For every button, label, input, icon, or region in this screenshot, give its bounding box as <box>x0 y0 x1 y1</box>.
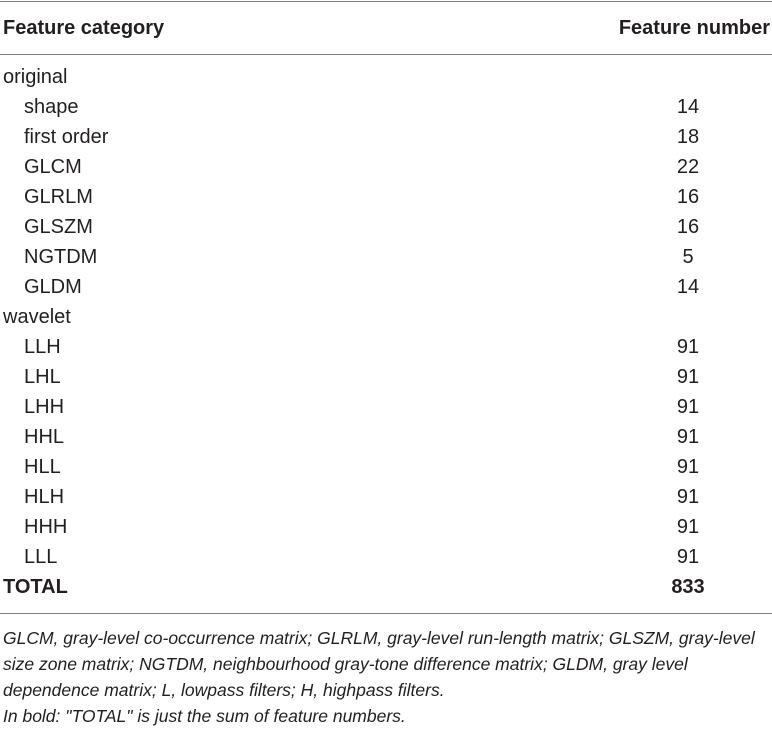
row-category: LHL <box>24 365 61 388</box>
row-feature-number: 22 <box>676 155 700 178</box>
row-category: first order <box>24 125 109 148</box>
table-row <box>0 272 772 302</box>
table-row <box>0 182 772 212</box>
row-feature-number: 14 <box>676 275 700 298</box>
table-row <box>0 362 772 392</box>
header-feature-category: Feature category <box>3 16 165 39</box>
row-category: original <box>3 65 68 88</box>
row-category: HHH <box>24 515 68 538</box>
row-category: HLH <box>24 485 65 508</box>
row-category: HHL <box>24 425 65 448</box>
row-category: GLDM <box>24 275 82 298</box>
row-feature-number: 91 <box>676 425 700 448</box>
row-feature-number: 91 <box>676 485 700 508</box>
table-row <box>0 422 772 452</box>
table-row <box>0 152 772 182</box>
table-notes <box>0 614 772 729</box>
row-category: HLL <box>24 455 61 478</box>
header-feature-number: Feature number <box>618 16 770 39</box>
row-category: LLL <box>24 545 58 568</box>
row-feature-number: 91 <box>676 335 700 358</box>
row-category: wavelet <box>3 305 71 328</box>
group-row <box>0 62 772 92</box>
row-feature-number: 91 <box>676 515 700 538</box>
row-feature-number: 16 <box>676 185 700 208</box>
table-row <box>0 332 772 362</box>
table-row <box>0 392 772 422</box>
abbreviation-note: GLCM, gray-level co-occurrence matrix; GLRLM, gray-level run-length matrix; GLSZM, gray-level size zone matrix; NGTDM, neighbourhood gray-tone difference matrix; GLDM, gray level dependence matrix; L, lowpass filters; H, highpass filters. <box>3 628 755 700</box>
row-category: shape <box>24 95 79 118</box>
table-row <box>0 92 772 122</box>
table-row <box>0 512 772 542</box>
row-feature-number: 5 <box>682 245 694 268</box>
row-category: GLRLM <box>24 185 93 208</box>
row-feature-number: 14 <box>676 95 700 118</box>
row-category: LLH <box>24 335 61 358</box>
row-category: GLCM <box>24 155 82 178</box>
row-category: LHH <box>24 395 65 418</box>
table-row <box>0 242 772 272</box>
total-row <box>0 572 772 602</box>
row-feature-number: 91 <box>676 395 700 418</box>
row-feature-number: 91 <box>676 365 700 388</box>
table-row <box>0 542 772 572</box>
row-category: GLSZM <box>24 215 93 238</box>
row-feature-number: 18 <box>676 125 700 148</box>
total-value: 833 <box>671 575 705 598</box>
row-feature-number: 16 <box>676 215 700 238</box>
table-row <box>0 452 772 482</box>
table-row <box>0 212 772 242</box>
table-header <box>0 2 772 54</box>
table-row <box>0 482 772 512</box>
table-row <box>0 122 772 152</box>
table-body <box>0 55 772 602</box>
group-row <box>0 302 772 332</box>
total-label: TOTAL <box>3 575 68 598</box>
row-feature-number: 91 <box>676 455 700 478</box>
row-category: NGTDM <box>24 245 98 268</box>
row-feature-number: 91 <box>676 545 700 568</box>
bold-note: In bold: "TOTAL" is just the sum of feature numbers. <box>3 706 406 726</box>
